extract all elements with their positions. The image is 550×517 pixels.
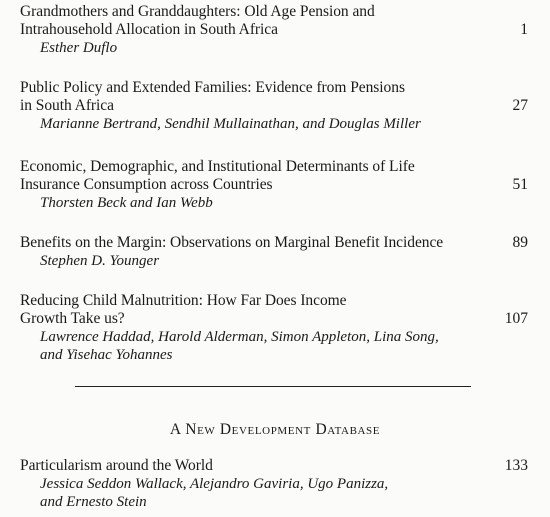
article-title-line: Growth Take us? [20, 310, 125, 327]
section-heading: A New Development Database [169, 421, 381, 438]
article-title-line: Benefits on the Margin: Observations on Marginal Benefit Incidence [20, 234, 444, 251]
article-title-line: Grandmothers and Granddaughters: Old Age Pension and [20, 3, 375, 20]
article-authors: and Ernesto Stein [40, 494, 147, 510]
page-number: 27 [512, 97, 528, 114]
article-authors: Marianne Bertrand, Sendhil Mullainathan, and Douglas Miller [40, 116, 421, 132]
page-number: 133 [504, 457, 528, 474]
toc-entry [20, 292, 528, 364]
article-title-line: Intrahousehold Allocation in South Africa [20, 21, 278, 38]
page-number: 107 [504, 310, 528, 327]
article-title-line: Economic, Demographic, and Institutional Determinants of Life [20, 158, 415, 175]
page-number: 1 [520, 21, 528, 38]
page-number: 89 [512, 234, 528, 251]
article-title-line: Particularism around the World [20, 457, 213, 474]
article-authors: Lawrence Haddad, Harold Alderman, Simon Appleton, Lina Song, [40, 329, 439, 345]
article-authors: Esther Duflo [40, 40, 118, 56]
article-authors: Thorsten Beck and Ian Webb [40, 195, 213, 211]
article-title-line: Reducing Child Malnutrition: How Far Does Income [20, 292, 347, 309]
section-divider [75, 386, 471, 387]
toc-entry [20, 79, 528, 133]
toc-entry [20, 457, 528, 511]
article-authors: Jessica Seddon Wallack, Alejandro Gaviria, Ugo Panizza, [40, 476, 389, 492]
article-title-line: in South Africa [20, 97, 114, 114]
toc-entry [20, 3, 528, 57]
article-title-line: Public Policy and Extended Families: Evidence from Pensions [20, 79, 405, 96]
article-authors: and Yisehac Yohannes [40, 347, 173, 363]
article-authors: Stephen D. Younger [40, 253, 160, 269]
toc-entry [20, 158, 528, 212]
article-title-line: Insurance Consumption across Countries [20, 176, 273, 193]
toc-entry [20, 234, 528, 270]
page-number: 51 [512, 176, 528, 193]
